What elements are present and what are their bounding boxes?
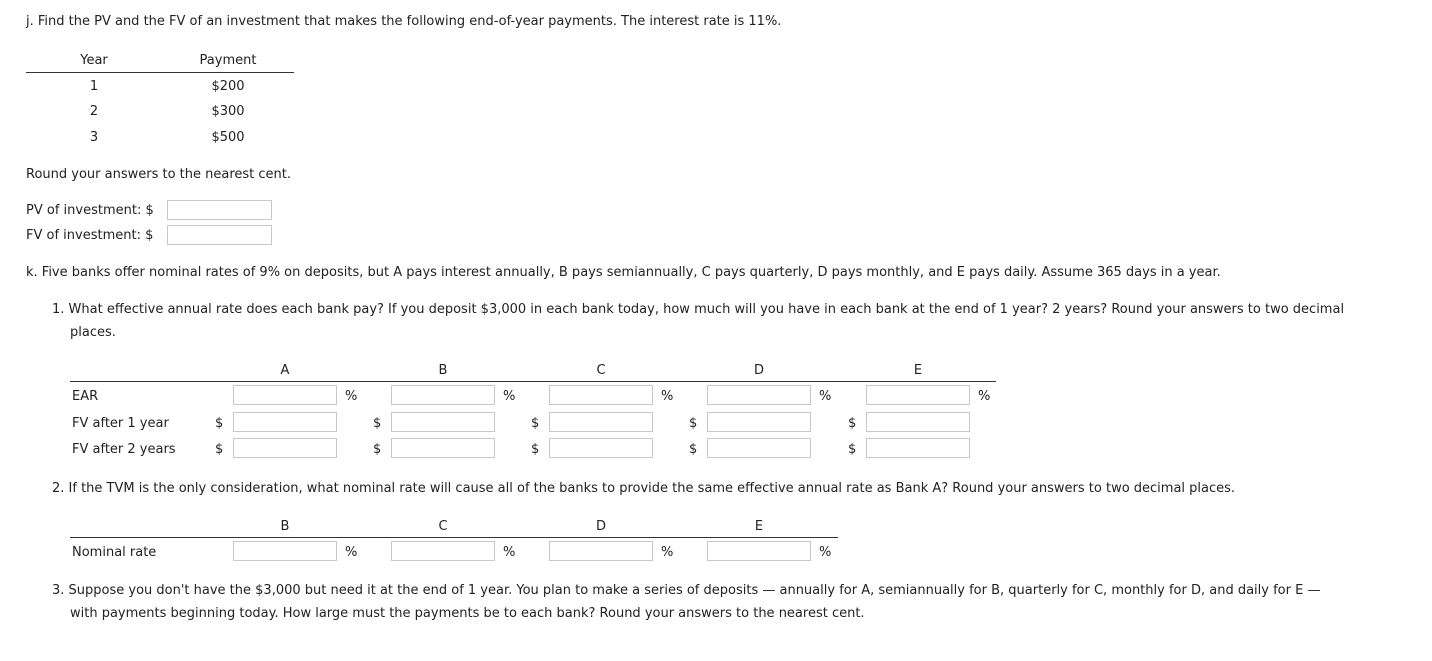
ear-input-d[interactable] bbox=[707, 385, 811, 405]
q1-header-bank-e: E bbox=[913, 363, 923, 378]
fv-label: FV of investment: $ bbox=[26, 228, 154, 243]
nominal-input-d[interactable] bbox=[549, 541, 653, 561]
fv2-input-c[interactable] bbox=[549, 438, 653, 458]
q2-header-bank-c: C bbox=[438, 519, 448, 534]
q1-row-label-ear: EAR bbox=[72, 389, 99, 404]
nominal-input-e[interactable] bbox=[707, 541, 811, 561]
percent-sign: % bbox=[503, 545, 516, 560]
percent-sign: % bbox=[503, 389, 516, 404]
dollar-sign: $ bbox=[689, 442, 698, 457]
dollar-sign: $ bbox=[848, 416, 857, 431]
question-k3-line2: with payments beginning today. How large must the payments be to each bank? Round your answers to the nearest cent. bbox=[70, 606, 865, 621]
fv2-input-b[interactable] bbox=[391, 438, 495, 458]
table-header-rule bbox=[26, 72, 294, 73]
dollar-sign: $ bbox=[373, 416, 382, 431]
percent-sign: % bbox=[661, 545, 674, 560]
ear-input-a[interactable] bbox=[233, 385, 337, 405]
percent-sign: % bbox=[345, 389, 358, 404]
round-note-j: Round your answers to the nearest cent. bbox=[26, 167, 292, 182]
fv1-input-e[interactable] bbox=[866, 412, 970, 432]
question-k1-line1: 1. What effective annual rate does each bank pay? If you deposit $3,000 in each bank today, how much will you have in each bank at the end of 1 year? 2 years? Round your answers to two decimal bbox=[52, 302, 1345, 317]
fv1-input-b[interactable] bbox=[391, 412, 495, 432]
table-cell-year-3: 3 bbox=[89, 130, 99, 145]
nominal-input-c[interactable] bbox=[391, 541, 495, 561]
table-header-payment: Payment bbox=[199, 53, 257, 68]
dollar-sign: $ bbox=[215, 442, 224, 457]
percent-sign: % bbox=[345, 545, 358, 560]
pv-input[interactable] bbox=[167, 200, 272, 220]
question-j: j. Find the PV and the FV of an investment that makes the following end-of-year payments. The interest rate is 11%. bbox=[26, 14, 782, 29]
q2-header-bank-e: E bbox=[754, 519, 764, 534]
table-header-year: Year bbox=[80, 53, 108, 68]
fv1-input-d[interactable] bbox=[707, 412, 811, 432]
dollar-sign: $ bbox=[848, 442, 857, 457]
percent-sign: % bbox=[661, 389, 674, 404]
percent-sign: % bbox=[819, 389, 832, 404]
table-cell-payment-2: $300 bbox=[211, 104, 245, 119]
ear-input-b[interactable] bbox=[391, 385, 495, 405]
nominal-input-b[interactable] bbox=[233, 541, 337, 561]
percent-sign: % bbox=[978, 389, 991, 404]
question-k2: 2. If the TVM is the only consideration, what nominal rate will cause all of the banks to provide the same effective annual rate as Bank A? Round your answers to two decimal places. bbox=[52, 481, 1236, 496]
fv2-input-d[interactable] bbox=[707, 438, 811, 458]
question-k3-line1: 3. Suppose you don't have the $3,000 but need it at the end of 1 year. You plan to make a series of deposits — annually for A, semiannually for B, quarterly for C, monthly for D, and daily for E — bbox=[52, 583, 1321, 598]
fv1-input-a[interactable] bbox=[233, 412, 337, 432]
dollar-sign: $ bbox=[215, 416, 224, 431]
ear-input-e[interactable] bbox=[866, 385, 970, 405]
q1-header-bank-c: C bbox=[596, 363, 606, 378]
question-k: k. Five banks offer nominal rates of 9% on deposits, but A pays interest annually, B pays semiannually, C pays quarterly, D pays monthly, and E pays daily. Assume 365 days in a year. bbox=[26, 265, 1221, 280]
fv1-input-c[interactable] bbox=[549, 412, 653, 432]
dollar-sign: $ bbox=[689, 416, 698, 431]
q2-row-label-nominal: Nominal rate bbox=[72, 545, 157, 560]
question-k1-line2: places. bbox=[70, 325, 116, 340]
q1-header-bank-b: B bbox=[438, 363, 448, 378]
q2-header-rule bbox=[70, 537, 838, 538]
pv-label: PV of investment: $ bbox=[26, 203, 154, 218]
dollar-sign: $ bbox=[531, 442, 540, 457]
q1-row-label-fv2: FV after 2 years bbox=[72, 442, 176, 457]
percent-sign: % bbox=[819, 545, 832, 560]
table-cell-year-2: 2 bbox=[89, 104, 99, 119]
dollar-sign: $ bbox=[531, 416, 540, 431]
q1-header-bank-a: A bbox=[280, 363, 290, 378]
table-cell-payment-3: $500 bbox=[211, 130, 245, 145]
q2-header-bank-b: B bbox=[280, 519, 290, 534]
q1-header-rule bbox=[70, 381, 996, 382]
table-cell-payment-1: $200 bbox=[211, 79, 245, 94]
q1-row-label-fv1: FV after 1 year bbox=[72, 416, 169, 431]
table-cell-year-1: 1 bbox=[89, 79, 99, 94]
fv-input[interactable] bbox=[167, 225, 272, 245]
fv2-input-a[interactable] bbox=[233, 438, 337, 458]
q1-header-bank-d: D bbox=[753, 363, 764, 378]
q2-header-bank-d: D bbox=[595, 519, 606, 534]
dollar-sign: $ bbox=[373, 442, 382, 457]
fv2-input-e[interactable] bbox=[866, 438, 970, 458]
ear-input-c[interactable] bbox=[549, 385, 653, 405]
